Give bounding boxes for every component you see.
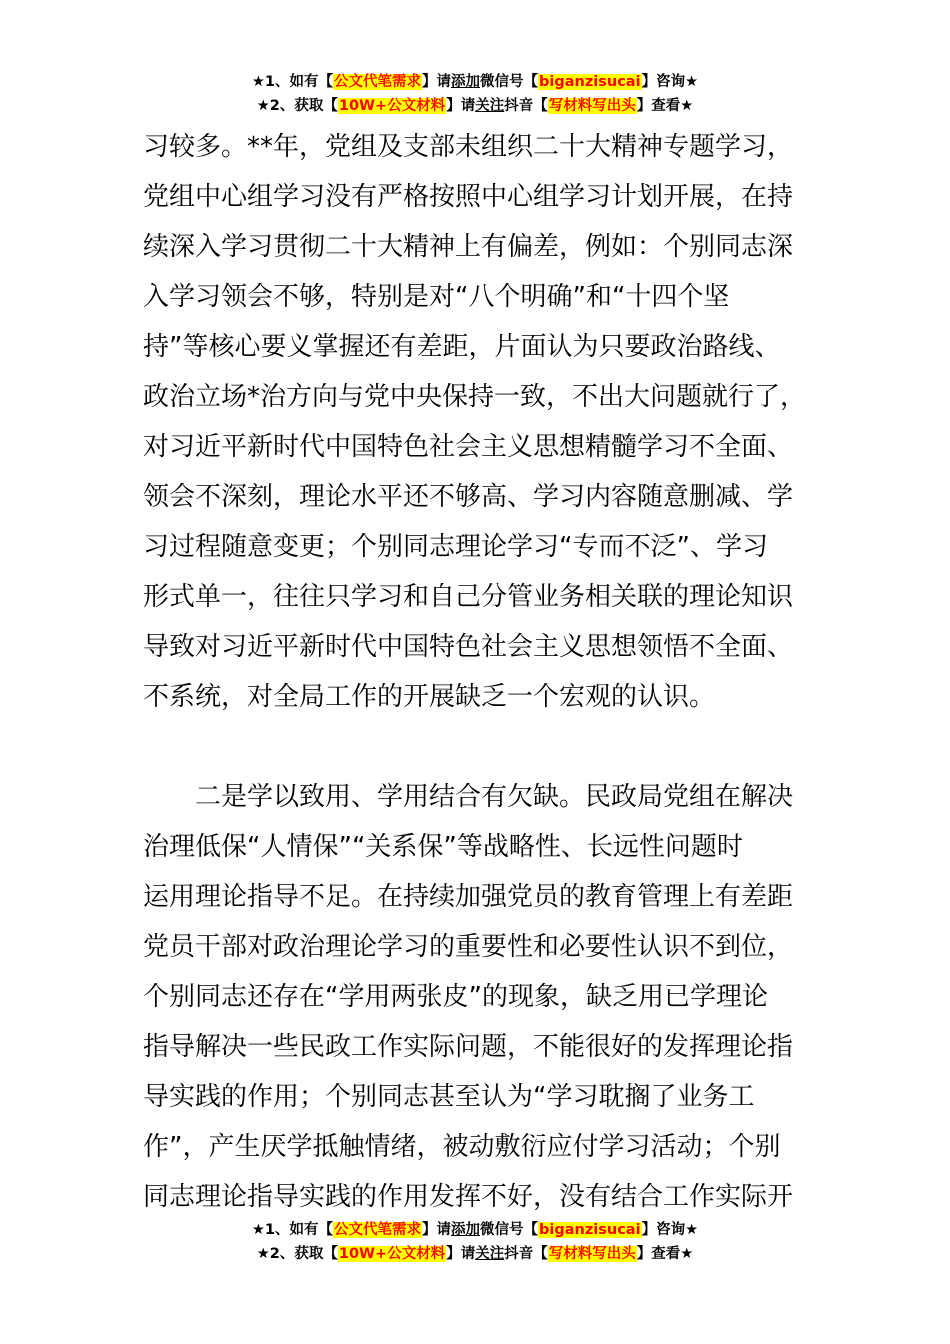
text-line: 同志理论指导实践的作用发挥不好，没有结合工作实际开 (143, 1182, 794, 1212)
paragraph-2 (143, 772, 823, 1222)
text-line: 个别同志还存在“学用两张皮”的现象，缺乏用已学理论 (143, 982, 768, 1012)
text-line: 指导解决一些民政工作实际问题，不能很好的发挥理论指 (143, 1032, 794, 1062)
banner-highlight-materials: 10W+公文材料 (338, 1246, 446, 1262)
text-line: 导实践的作用；个别同志甚至认为“学习耽搁了业务工 (143, 1082, 755, 1112)
banner-text: 抖音【 (504, 1246, 548, 1262)
text-line: 导致对习近平新时代中国特色社会主义思想领悟不全面、 (143, 632, 794, 662)
text-line: 习较多。**年，党组及支部未组织二十大精神专题学习， (143, 132, 794, 162)
text-line: 党员干部对政治理论学习的重要性和必要性认识不到位， (143, 932, 794, 962)
banner-underlined-text: 关注 (475, 1246, 505, 1262)
banner-highlight-wechat-id: biganzisucai (539, 74, 641, 90)
text-line: 习过程随意变更；个别同志理论学习“专而不泛”、学习 (143, 532, 768, 562)
banner-text: 微信号【 (480, 1222, 539, 1238)
banner-text: 】查看★ (636, 1246, 694, 1262)
text-line: 持”等核心要义掌握还有差距，片面认为只要政治路线、 (143, 332, 781, 362)
text-line: 续深入学习贯彻二十大精神上有偏差，例如：个别同志深 (143, 232, 794, 262)
banner-line-2 (0, 1242, 950, 1266)
banner-text: 】咨询★ (641, 1222, 699, 1238)
header-banner (0, 70, 950, 118)
banner-highlight-douyin: 写材料写出头 (548, 98, 636, 114)
banner-line-2 (0, 94, 950, 118)
text-line: 党组中心组学习没有严格按照中心组学习计划开展，在持 (143, 182, 794, 212)
banner-text: ★1、如有【 (251, 1222, 334, 1238)
text-line: 政治立场*治方向与党中央保持一致，不出大问题就行了， (143, 382, 807, 412)
banner-line-1 (0, 1218, 950, 1242)
banner-text: 】请 (422, 74, 452, 90)
banner-text: 】请 (446, 1246, 476, 1262)
footer-banner (0, 1218, 950, 1266)
text-line: 对习近平新时代中国特色社会主义思想精髓学习不全面、 (143, 432, 794, 462)
document-body (143, 122, 823, 1222)
banner-highlight-douyin: 写材料写出头 (548, 1246, 636, 1262)
banner-text: ★2、获取【 (256, 1246, 338, 1262)
banner-text: 微信号【 (480, 74, 539, 90)
banner-text: 】请 (446, 98, 476, 114)
banner-text: 】咨询★ (641, 74, 699, 90)
banner-highlight-wechat-id: biganzisucai (539, 1222, 641, 1238)
paragraph-gap (143, 722, 823, 772)
banner-text: 】请 (422, 1222, 452, 1238)
banner-text: ★1、如有【 (251, 74, 334, 90)
text-line: 领会不深刻，理论水平还不够高、学习内容随意删减、学 (143, 482, 794, 512)
banner-underlined-text: 添加 (451, 74, 481, 90)
banner-text: 】查看★ (636, 98, 694, 114)
text-line: 形式单一，往往只学习和自己分管业务相关联的理论知识 (143, 582, 794, 612)
text-line: 作”，产生厌学抵触情绪，被动敷衍应付学习活动；个别 (143, 1132, 781, 1162)
banner-underlined-text: 添加 (451, 1222, 481, 1238)
banner-highlight-service: 公文代笔需求 (334, 74, 422, 90)
text-line: 治理低保“人情保”“关系保”等战略性、长远性问题时 (143, 832, 743, 862)
banner-text: 抖音【 (504, 98, 548, 114)
text-line: 二是学以致用、学用结合有欠缺。民政局党组在解决 (195, 782, 794, 812)
banner-highlight-materials: 10W+公文材料 (338, 98, 446, 114)
banner-line-1 (0, 70, 950, 94)
banner-text: ★2、获取【 (256, 98, 338, 114)
text-line: 不系统，对全局工作的开展缺乏一个宏观的认识。 (143, 682, 716, 712)
text-line: 运用理论指导不足。在持续加强党员的教育管理上有差距 (143, 882, 794, 912)
paragraph-1 (143, 122, 823, 722)
text-line: 入学习领会不够，特别是对“八个明确”和“十四个坚 (143, 282, 730, 312)
banner-underlined-text: 关注 (475, 98, 505, 114)
banner-highlight-service: 公文代笔需求 (334, 1222, 422, 1238)
